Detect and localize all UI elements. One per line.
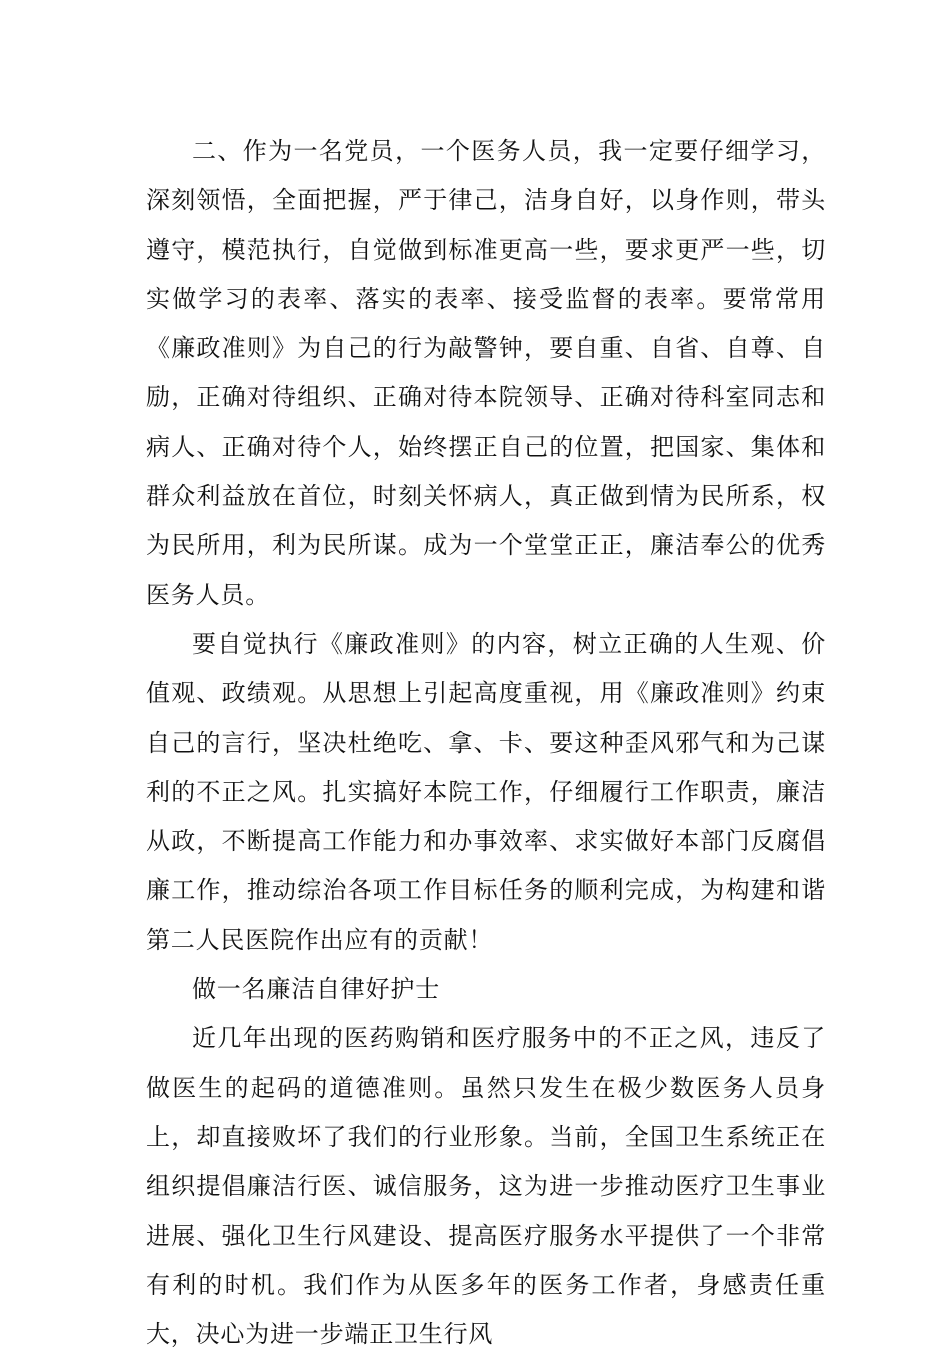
paragraph-medical-ethics: 近几年出现的医药购销和医疗服务中的不正之风，违反了做医生的起码的道德准则。虽然只发生在极少数医务人员身上，却直接败坏了我们的行业形象。当前，全国卫生系统正在组织提倡廉洁行医、诚信服务，这为进一步推动医疗卫生事业进展、强化卫生行风建设、提高医疗服务水平提供了一个非常有利的时机。我们作为从医多年的医务工作者，身感责任重大，决心为进一步端正卫生行风 (146, 1024, 826, 1349)
section-heading: 做一名廉洁自律好护士 (192, 975, 440, 1004)
document-body (146, 127, 826, 1359)
paragraph-party-member-commitment: 二、作为一名党员，一个医务人员，我一定要仔细学习，深刻领悟，全面把握，严于律己，洁身自好，以身作则，带头遵守，模范执行，自觉做到标准更高一些，要求更严一些，切实做学习的表率、落实的表率、接受监督的表率。要常常用《廉政准则》为自己的行为敲警钟，要自重、自省、自尊、自励，正确对待组织、正确对待本院领导、正确对待科室同志和病人、正确对待个人，始终摆正自己的位置，把国家、集体和群众利益放在首位，时刻关怀病人，真正做到情为民所系，权为民所用，利为民所谋。成为一个堂堂正正，廉洁奉公的优秀医务人员。 (146, 137, 826, 609)
paragraph-implement-integrity-rules: 要自觉执行《廉政准则》的内容，树立正确的人生观、价值观、政绩观。从思想上引起高度重视，用《廉政准则》约束自己的言行，坚决杜绝吃、拿、卡、要这种歪风邪气和为己谋利的不正之风。扎实搞好本院工作，仔细履行工作职责，廉洁从政，不断提高工作能力和办事效率、求实做好本部门反腐倡廉工作，推动综治各项工作目标任务的顺利完成，为构建和谐第二人民医院作出应有的贡献！ (146, 629, 826, 954)
